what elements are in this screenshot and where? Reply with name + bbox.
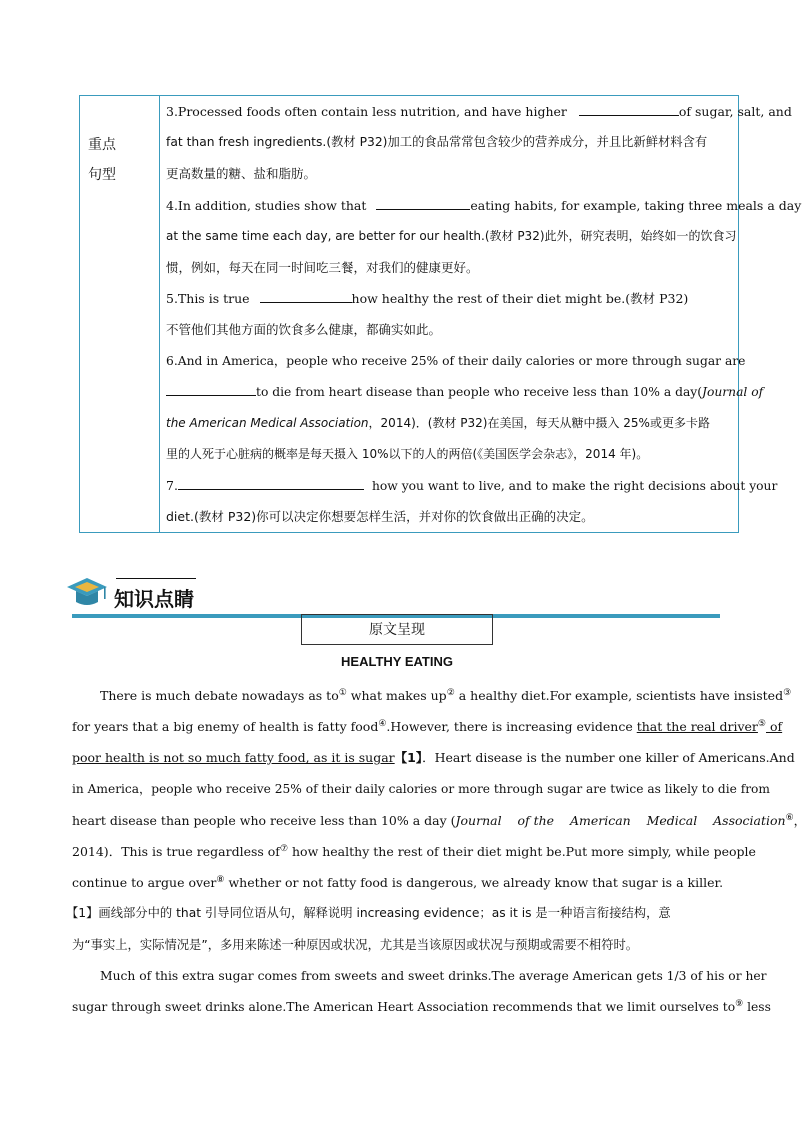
marker-9: ⑨ xyxy=(735,998,744,1009)
passage-line: in America，people who receive 25% of their daily calories or more through sugar are twice as likely to die from xyxy=(72,781,770,796)
sentence-4-line-3: 惯，例如，每天在同一时间吃三餐，对我们的健康更好。 xyxy=(166,259,479,275)
marker-2: ② xyxy=(446,687,455,698)
underlined-text: poor health is not so much fatty food, as it is sugar xyxy=(72,750,395,766)
passage-body xyxy=(66,680,806,1023)
passage-line xyxy=(72,742,795,773)
answer-blank[interactable] xyxy=(178,475,364,490)
sentence-5-text-b: how healthy the rest of their diet might be.(教材 P32) xyxy=(351,291,689,307)
table-label-column xyxy=(80,96,160,532)
answer-blank[interactable] xyxy=(260,288,352,303)
passage-line xyxy=(72,680,792,711)
journal-name-part-2: the American Medical Association xyxy=(166,415,369,430)
text: heart disease than people who receive less than 10% a day ( xyxy=(72,812,456,828)
text: for years that a big enemy of health is fatty food xyxy=(72,719,379,735)
passage-line xyxy=(72,711,783,742)
marker-8: ⑧ xyxy=(216,874,225,885)
sentence-4-text-a: 4.In addition, studies show that xyxy=(166,197,367,213)
note-line: 【1】画线部分中的 that 引导同位语从句，解释说明 increasing evidence；as it is 是一种语言衔接结构，意 xyxy=(66,906,671,921)
text: how healthy the rest of their diet might be.Put more simply, while people xyxy=(288,843,756,859)
sentence-3-line-1 xyxy=(166,96,792,127)
original-text-box: 原文呈现 xyxy=(301,614,493,645)
text: .However, there is increasing evidence xyxy=(386,719,637,735)
sentence-5-line-2: 不管他们其他方面的饮食多么健康，都确实如此。 xyxy=(166,322,442,338)
text: ， xyxy=(793,812,806,828)
sentence-4-line-1 xyxy=(166,190,802,221)
sentence-5-line-1 xyxy=(166,283,734,314)
passage-line xyxy=(72,992,771,1023)
sentence-3-line-3: 更高数量的糖、盐和脂肪。 xyxy=(166,166,317,182)
marker-1: ① xyxy=(338,687,347,698)
sentence-7-text-a: 7. xyxy=(166,478,178,494)
table-content xyxy=(166,96,802,533)
sentence-6-text-c: ，2014)．(教材 P32)在美国，每天从糖中摄入 25%或更多卡路 xyxy=(368,415,710,430)
marker-6: ⑥ xyxy=(785,812,794,823)
answer-blank[interactable] xyxy=(376,195,470,210)
note-marker-1: 【1】 xyxy=(394,750,423,766)
underlined-text: of xyxy=(766,719,783,735)
sentence-7-line-1 xyxy=(166,470,778,501)
marker-7: ⑦ xyxy=(279,843,289,854)
underlined-text: that the real driver xyxy=(636,719,758,735)
table-label xyxy=(88,130,128,190)
sentence-4-line-2: at the same time each day, are better for our health.(教材 P32)此外，研究表明，始终如一的饮食习 xyxy=(166,228,737,243)
text: continue to argue over xyxy=(72,875,217,891)
text: a healthy diet.For example, scientists have insisted xyxy=(454,688,784,703)
answer-blank[interactable] xyxy=(166,381,256,396)
note-line: 为“事实上，实际情况是”，多用来陈述一种原因或状况，尤其是当该原因或状况与预期或需要不相符时。 xyxy=(72,937,639,952)
text: There is much debate nowadays as to xyxy=(100,688,339,703)
sentence-3-line-2: fat than fresh ingredients.(教材 P32)加工的食品常常包含较少的营养成分，并且比新鲜材料含有 xyxy=(166,135,708,150)
text: ．Heart disease is the number one killer of Americans.And xyxy=(422,750,795,766)
key-sentences-table xyxy=(79,95,802,533)
sentence-3-text-a: 3.Processed foods often contain less nutrition, and have higher xyxy=(166,104,567,119)
sentence-6-line-2 xyxy=(166,377,764,408)
sentence-7-text-b: how you want to live, and to make the right decisions about your xyxy=(371,479,778,494)
passage-line xyxy=(72,867,722,898)
marker-3: ③ xyxy=(783,687,792,698)
journal-name: Journal of the American Medical Association xyxy=(455,812,786,828)
text: 2014)．This is true regardless of xyxy=(72,843,280,859)
sentence-6-line-4: 里的人死于心脏病的概率是每天摄入 10%以下的人的两倍(《美国医学会杂志》，2014 年)。 xyxy=(166,447,649,462)
sentence-3-text-b: of sugar, salt, and xyxy=(678,104,792,119)
text: whether or not fatty food is dangerous, we already know that sugar is a killer. xyxy=(224,875,724,891)
passage-line xyxy=(72,836,756,867)
sentence-6-line-1: 6.And in America，people who receive 25% of their daily calories or more through sugar are xyxy=(166,353,746,368)
answer-blank[interactable] xyxy=(579,101,679,116)
passage-line xyxy=(72,805,806,836)
text: sugar through sweet drinks alone.The American Heart Association recommends that we limit ourselves to xyxy=(72,999,736,1014)
passage-heading: HEALTHY EATING xyxy=(341,654,453,669)
journal-name-part-1: Journal of xyxy=(702,384,764,399)
sentence-7-line-2: diet.(教材 P32)你可以决定你想要怎样生活，并对你的饮食做出正确的决定。 xyxy=(166,509,594,525)
sentence-5-text-a: 5.This is true xyxy=(166,291,250,307)
label-line-1: 重点 xyxy=(88,137,116,153)
marker-5: ⑤ xyxy=(757,719,766,730)
marker-4: ④ xyxy=(378,719,387,730)
sentence-4-text-b: eating habits, for example, taking three meals a day xyxy=(470,197,802,213)
label-line-2: 句型 xyxy=(88,167,116,183)
sentence-6-line-3 xyxy=(166,408,734,439)
text: less xyxy=(743,999,771,1014)
passage-line: Much of this extra sugar comes from sweets and sweet drinks.The average American gets 1/3 of his or her xyxy=(100,968,767,983)
section-title: 知识点睛 xyxy=(114,587,194,611)
sentence-6-text-b: to die from heart disease than people who receive less than 10% a day( xyxy=(256,384,703,399)
text: what makes up xyxy=(346,688,447,703)
title-top-line xyxy=(116,578,196,579)
graduation-cap-icon xyxy=(66,574,108,610)
